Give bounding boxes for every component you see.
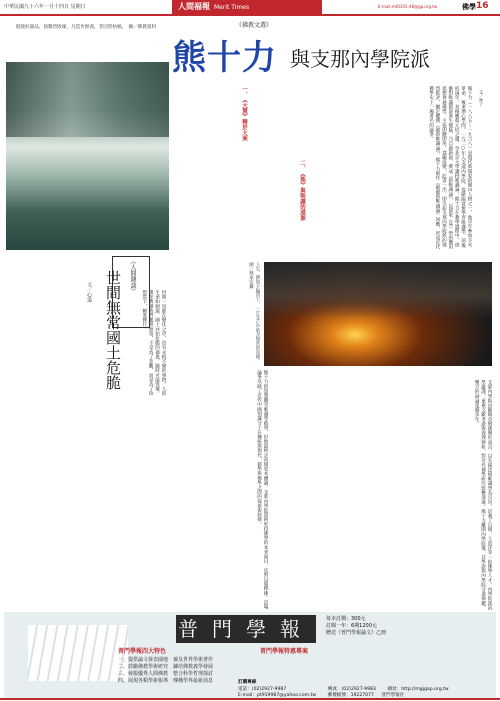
footer-rule — [0, 698, 500, 700]
ad-offer-title: 普門學報特惠專案 — [260, 648, 309, 655]
ad-website[interactable]: 網址：http://mgjgap.org.tw — [387, 686, 449, 692]
ad-email[interactable]: E-mail：pt919987@yahoo.com.tw — [238, 693, 317, 698]
waterfall-photo — [6, 62, 169, 250]
ad-contact — [238, 680, 488, 700]
sunset-caption: 人生，猶如夕陽西下，一片光芒中暗含無常的真理。 圖／林家宏攝 — [248, 262, 260, 366]
ad-phone: 電話：(02)2927-9987 — [238, 686, 287, 692]
ad-feature: 二、鼓勵佛教學術研究 鍊培佛教義學發展 — [118, 664, 214, 670]
ad-contact-label: 訂購專線 — [238, 680, 257, 685]
ad-subscription — [326, 616, 386, 637]
ad-feature: 一、提供論文發表園地 兼及世界學術著作 — [118, 657, 214, 663]
paper-name-en: Merit Times — [214, 4, 250, 11]
ad-account-name: 普門學報社 — [381, 693, 405, 698]
header-rule — [0, 14, 500, 16]
column-author: 文／心道 — [86, 282, 92, 302]
ad-features-title: 普門學報四大特色 — [118, 648, 167, 655]
ad-annual: 訂閱一年：6期1200元 — [326, 623, 377, 629]
column-title: 世間無常國土危脆 — [104, 270, 122, 390]
article-continued: 熊十力的思想雖受唯識學啟發，但他最終走向儒家本體論。支那內學院派則堅持佛學的本來面目，反對以儒釋佛。這場論爭反映了近代中國知識分子在傳統與現代、儒學與佛學之間的探索與抉擇。 — [256, 370, 268, 610]
ad-feature: 三、發掘優秀人間佛教 整合科學哲理探討 — [118, 671, 214, 677]
headline-secondary: 與支那內學院派 — [290, 47, 430, 71]
ad-account: 郵撥帳號：19227077 — [327, 693, 374, 698]
ad-price: 每本訂價：300元 — [326, 616, 366, 622]
article-body: 熊十力（一八八五～一九六八）是現代新儒家的開山人物之一。他早年參加辛亥革命，後來潛心學問。一九二○年入支那內學院，從歐陽竟無學習唯識學，前後約兩年。其後應蔡元培之邀，至北京大學講授唯識論。熊十力在教學過程中，逐漸對唯識舊說產生懷疑，乃自創新說，撰成《新唯識論》，以儒家《易》學的體用思想會通佛學，主張即體即用、翕闢成變。此書一出，即引起支那內學院派的強烈批評，劉定權撰《破新唯識論》，熊十力則作《破破新唯識論》回應，形成近代佛學史上一場著名的論爭。 — [428, 86, 472, 250]
issue-date: 中華民國九十六年一月十四日 星期日 — [4, 4, 86, 10]
ad-feature: 四、展現各類學術報導 傳播學界最新消息 — [118, 678, 214, 684]
article-continued-2: 支那內學院由歐陽竟無創辦於南京，以弘揚法相唯識學為宗旨，培養了呂澂、王恩洋等一批佛學人才。內學院派治學嚴謹，重視文獻考證與義理辨析，對近代佛學研究影響深遠。熊十力離開內學院後，其學說與內學院分道揚鑣，雙方的辯論延續多年。 — [474, 380, 492, 610]
paper-logo — [172, 0, 322, 14]
subhead-2: 二、《熊》與唯識的淵源 — [299, 160, 305, 221]
headline-main: 熊十力 — [172, 38, 277, 78]
column-tag: 《人間雜談》 — [129, 258, 136, 294]
article-kicker: 《佛教文選》 — [236, 22, 273, 29]
paper-name: 人間福報 — [178, 2, 210, 11]
ad-fax: 傳真：(02)2927-9983 — [327, 686, 376, 692]
email-address: E-mail:mt0101-48@gp.org.tw — [378, 4, 438, 9]
subhead-1: 一、《大慧》精於大乘 — [241, 86, 247, 141]
section-name: 佛學 — [462, 3, 476, 11]
page-number: 16 — [476, 1, 489, 11]
photo-caption: 假使好器品，捨數皆敗壞，凡造作無義，非因皆枯槁。 圖／佛教資料 — [15, 25, 157, 30]
byline: 文／林子 — [479, 90, 484, 106]
ad-logo: 普門學報 — [178, 617, 314, 641]
ad-gift: 贈送《普門學報論文》乙冊 — [326, 630, 387, 636]
sunset-photo — [264, 262, 492, 366]
ad-books-image — [28, 625, 128, 681]
column-body: 世間一切都在變化之中，沒有永恆不變的事物。人的生命如朝露，國土亦如危脆的器皿，隨時可能毀壞。佛陀教導我們觀照無常，不是為了悲觀，而是為了珍惜當下，精進修行。 — [141, 290, 166, 396]
